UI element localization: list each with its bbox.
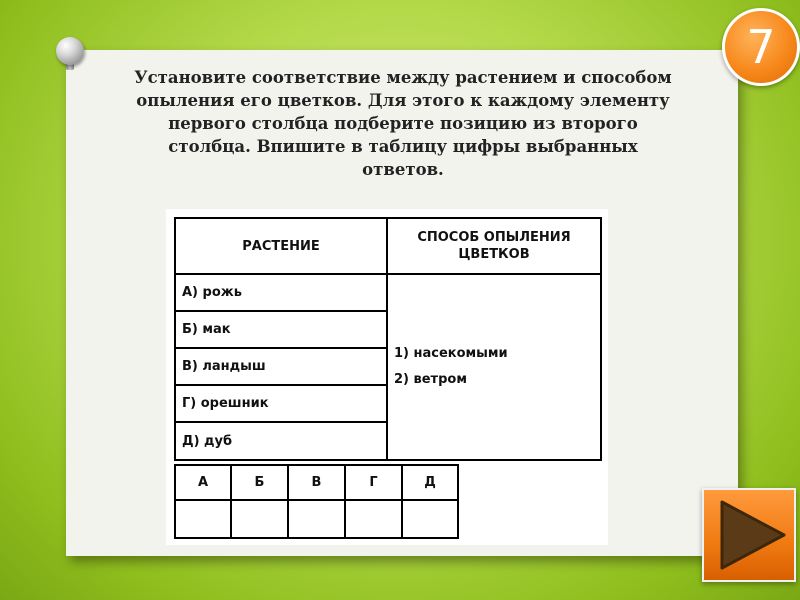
question-line: опыления его цветков. Для этого к каждому элементу xyxy=(136,91,670,110)
plant-row xyxy=(174,310,388,349)
plant-row xyxy=(174,421,388,461)
header-method-line2: ЦВЕТКОВ xyxy=(458,247,530,262)
question-line: столбца. Впишите в таблицу цифры выбранных xyxy=(168,137,638,156)
question-number-badge xyxy=(722,8,800,86)
question-text xyxy=(96,66,710,181)
next-slide-button[interactable] xyxy=(702,488,796,582)
answer-letter-cell xyxy=(174,464,232,501)
plant-label: Д) дуб xyxy=(182,433,233,449)
answer-box[interactable] xyxy=(174,499,232,539)
question-line: первого столбца подберите позицию из второго xyxy=(168,114,638,133)
question-line: Установите соответствие между растением и способом xyxy=(134,68,672,87)
plant-label: А) рожь xyxy=(182,285,242,300)
plant-row xyxy=(174,347,388,386)
answer-box[interactable] xyxy=(230,499,289,539)
answer-box[interactable] xyxy=(287,499,346,539)
pushpin-icon xyxy=(56,37,84,65)
answer-letter: Б xyxy=(254,475,265,490)
answer-box[interactable] xyxy=(401,499,459,539)
answer-letter: В xyxy=(311,475,322,490)
play-triangle-icon xyxy=(704,490,794,580)
plant-label: Г) орешник xyxy=(182,396,269,411)
plant-row xyxy=(174,273,388,312)
answer-letter-cell xyxy=(401,464,459,501)
question-line: ответов. xyxy=(362,160,444,179)
question-number: 7 xyxy=(746,20,776,74)
header-pollination-method xyxy=(386,217,602,275)
plant-label: В) ландыш xyxy=(182,359,266,374)
answer-letter-cell xyxy=(287,464,346,501)
answer-letter: Г xyxy=(369,475,378,490)
method-label: 1) насекомыми xyxy=(394,346,508,361)
answer-letter: Д xyxy=(424,475,436,490)
plant-row xyxy=(174,384,388,423)
answer-letter-cell xyxy=(344,464,403,501)
plant-label: Б) мак xyxy=(182,322,231,337)
answer-box[interactable] xyxy=(344,499,403,539)
method-label: 2) ветром xyxy=(394,372,467,387)
answer-letter: А xyxy=(197,475,209,490)
matching-table-image xyxy=(166,209,608,545)
methods-cell xyxy=(386,273,602,461)
header-plant-label: РАСТЕНИЕ xyxy=(242,238,320,254)
header-method-line1: СПОСОБ ОПЫЛЕНИЯ xyxy=(417,230,571,245)
header-plant xyxy=(174,217,388,275)
answer-letter-cell xyxy=(230,464,289,501)
